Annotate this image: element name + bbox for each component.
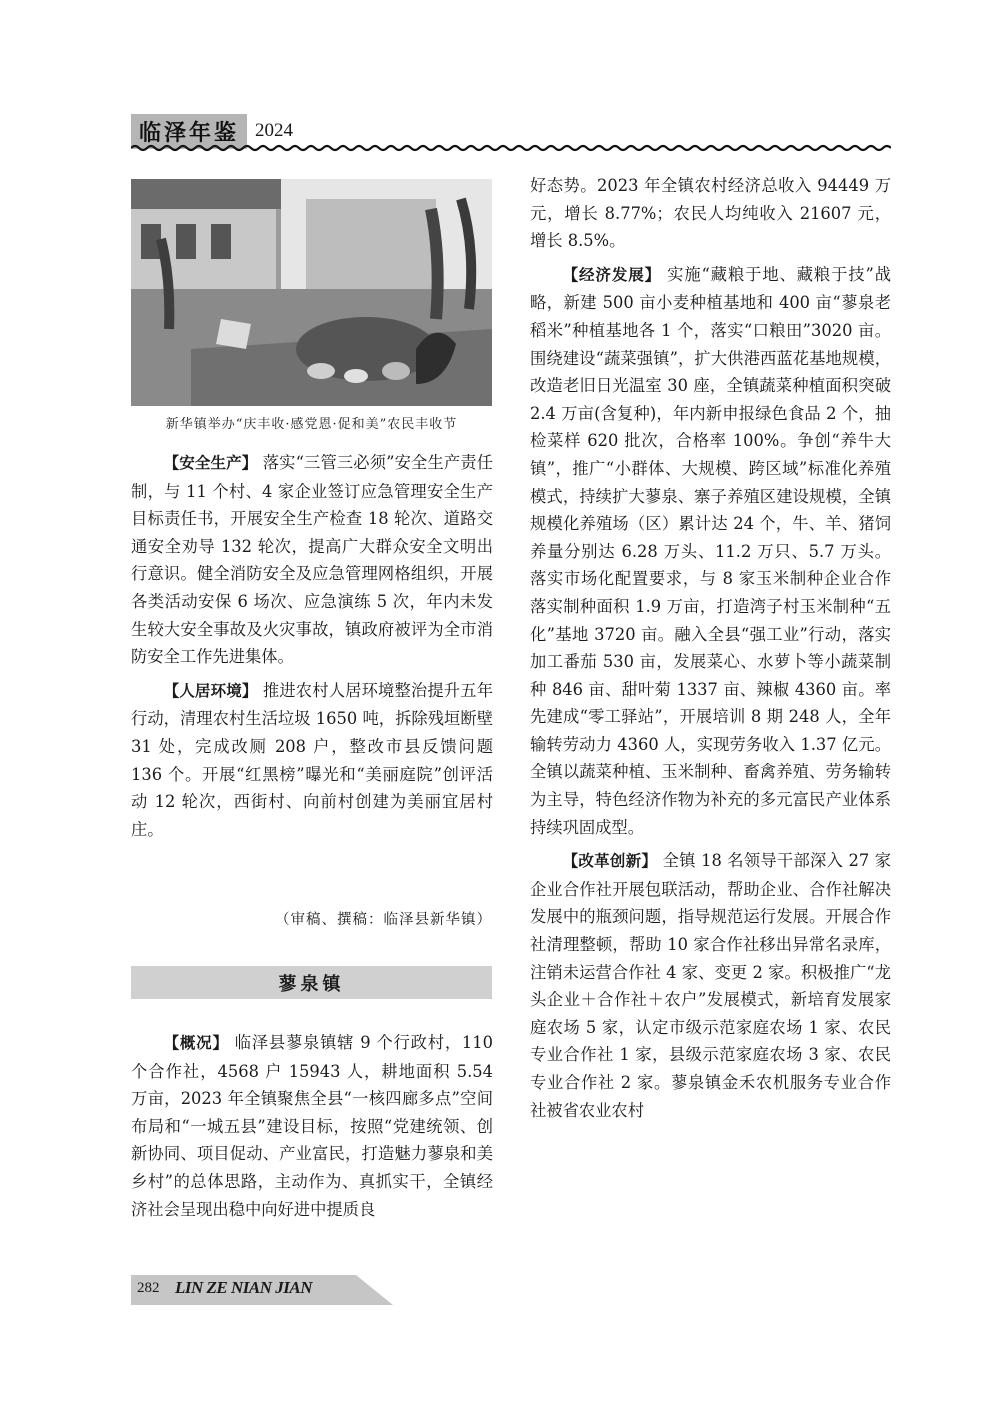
keyword-reform-innovation: 【改革创新】 — [562, 852, 658, 871]
keyword-economic-development: 【经济发展】 — [562, 265, 662, 284]
keyword-living-environment: 【人居环境】 — [163, 681, 258, 700]
section-title-bar — [131, 966, 492, 999]
yearbook-brand: 临泽年鉴 — [131, 114, 247, 149]
section-title: 蓼泉镇 — [278, 973, 345, 995]
running-header — [131, 116, 293, 146]
paragraph-text: 全镇 18 名领导干部深入 27 家企业合作社开展包联活动，帮助企业、合作社解决发展中的瓶颈问题，指导规范运行发展。开展合作社清理整顿，帮助 10 家合作社移出异常名录库，注销未运营合作社 4 家、变更 2 家。积极推广“龙头企业＋合作社＋农户”发展模式，新培育发展家庭农场 5 家，认定市级示范家庭农场 1 家、农民专业合作社 1 家，县级示范家庭农场 3 家、农民专业合作社 2 家。蓼泉镇金禾农机服务专业合作社被省农业农村 — [530, 851, 891, 1120]
paragraph-text: 推进农村人居环境整治提升五年行动，清理农村生活垃圾 1650 吨，拆除残垣断壁 31 处，完成改厕 208 户，整改市县反馈问题 136 个。开展“红黑榜”曝光和“美丽庭院”创评活动 12 轮次，西街村、向前村创建为美丽宜居村庄。 — [131, 680, 493, 839]
paragraph-safety — [131, 449, 493, 671]
paragraph-text: 临泽县蓼泉镇辖 9 个行政村，110 个合作社，4568 户 15943 人，耕地面积 5.54 万亩，2023 年全镇聚焦全县“一核四廊多点”空间布局和“一城五县”建设目标，按照“党建统领、创新协同、项目促动、产业富民，打造魅力蓼泉和美乡村”的总体思路，主动作为、真抓实干，全镇经济社会呈现出稳中向好进中提质良 — [131, 1033, 493, 1219]
photo-caption: 新华镇举办“庆丰收·感党恩·促和美”农民丰收节 — [165, 417, 458, 432]
paragraph-overview — [131, 1029, 493, 1223]
keyword-overview: 【概况】 — [163, 1034, 229, 1052]
yearbook-year: 2024 — [255, 120, 294, 141]
paragraph-text: 实施“藏粮于地、藏粮于技”战略，新建 500 亩小麦种植基地和 400 亩“蓼泉老稻米”种植基地各 1 个，落实“口粮田”3020 亩。围绕建设“蔬菜强镇”，扩大供港西蓝花基地规模，改造老旧日光温室 30 座，全镇蔬菜种植面积突破 2.4 万亩(含复种)，年内新申报绿色食品 2 个，抽检菜样 620 批次，合格率 100%。争创“养牛大镇”，推广“小群体、大规模、跨区域”标准化养殖模式，持续扩大蓼泉、寨子养殖区建设规模，全镇规模化养殖场（区）累计达 24 个，牛、羊、猪饲养量分别达 6.28 万头、11.2 万只、5.7 万头。落实市场化配置要求，与 8 家玉米制种企业合作落实制种面积 1.9 万亩，打造湾子村玉米制种“五化”基地 3720 亩。融入全县“强工业”行动，落实加工番茄 530 亩，发展菜心、水萝卜等小蔬菜制种 846 亩、甜叶菊 1337 亩、辣椒 4360 亩。率先建成“零工驿站”，开展培训 8 期 248 人，全年输转劳动力 4360 人，实现劳务收入 1.37 亿元。全镇以蔬菜种植、玉米制种、畜禽养殖、劳务输转为主导，特色经济作物为补充的多元富民产业体系持续巩固成型。 — [530, 264, 891, 837]
paragraph-living-environment — [131, 677, 493, 844]
paragraph-economic-development — [530, 261, 891, 841]
page-number: 282 — [137, 1280, 160, 1296]
left-column — [131, 449, 493, 849]
page-footer — [131, 1275, 396, 1305]
right-column — [530, 172, 891, 1130]
footer-title: LIN ZE NIAN JIAN — [175, 1278, 312, 1297]
harvest-festival-photo — [131, 179, 492, 406]
header-wave-rule — [131, 143, 891, 153]
paragraph-continuation: 好态势。2023 年全镇农村经济总收入 94449 万元，增长 8.77%；农民人均纯收入 21607 元，增长 8.5%。 — [530, 176, 891, 251]
article-source: （审稿、撰稿：临泽县新华镇） — [275, 912, 492, 928]
keyword-safety: 【安全生产】 — [163, 454, 258, 472]
left-column-overview — [131, 1029, 493, 1229]
paragraph-text: 落实“三管三必须”安全生产责任制，与 11 个村、4 家企业签订应急管理安全生产目标责任书，开展安全生产检查 18 轮次、道路交通安全劝导 132 轮次，提高广大群众安全文明出行意识。健全消防安全及应急管理网格组织，开展各类活动安保 6 场次、应急演练 5 次，年内未发生较大安全事故及火灾事故，镇政府被评为全市消防安全工作先进集体。 — [131, 453, 493, 667]
paragraph-reform-innovation — [530, 847, 891, 1124]
